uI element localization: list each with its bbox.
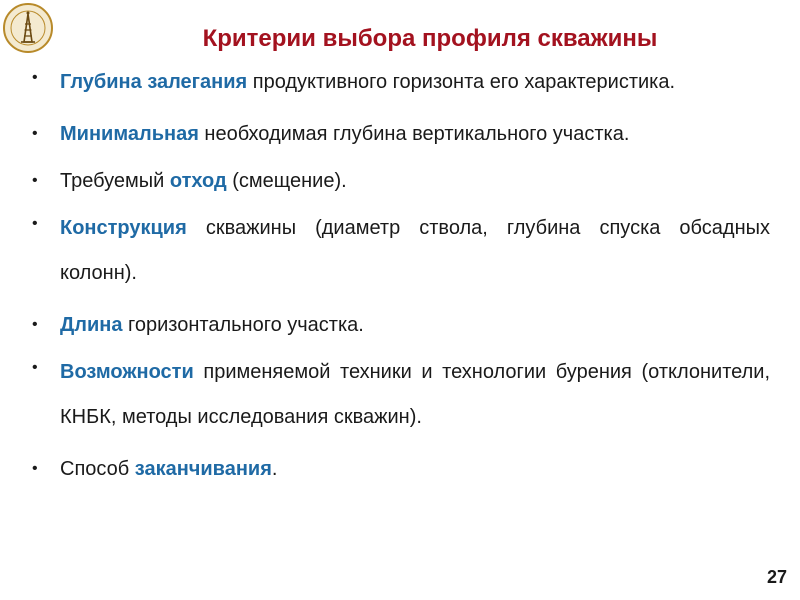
list-item-text [60, 361, 770, 428]
list-item [30, 350, 770, 440]
highlight-term: Конструкция [60, 217, 187, 239]
page-number: 27 [766, 567, 787, 587]
bullet-dot-icon: • [32, 359, 38, 376]
bullet-dot-icon: • [32, 316, 38, 333]
bullet-dot-icon: • [32, 460, 38, 477]
list-item [30, 60, 770, 105]
list-item-prefix: Требуемый [60, 170, 170, 192]
bullet-dot-icon: • [32, 69, 38, 86]
list-item-rest: . [271, 458, 278, 480]
list-item-text [60, 170, 347, 192]
highlight-term: Возможности [60, 361, 194, 383]
list-item-prefix: Способ [60, 458, 135, 480]
university-seal-icon [2, 2, 54, 54]
list-item-text [60, 458, 277, 480]
list-item-text [60, 123, 629, 145]
list-item-rest: скважины (диаметр ствола, глубина спуска обсадных колонн). [60, 217, 770, 284]
list-item-text [60, 314, 364, 336]
list-item-rest: применяемой техники и технологии бурения (отклонители, КНБК, методы исследования скважин). [60, 361, 770, 428]
list-item [30, 206, 770, 296]
list-item [30, 451, 770, 487]
criteria-list [30, 64, 770, 498]
list-item-rest: (смещение). [226, 170, 347, 192]
highlight-term: Минимальная [60, 123, 199, 145]
highlight-term: заканчивания [134, 458, 272, 480]
list-item-text [60, 71, 675, 93]
highlight-term: отход [169, 170, 227, 192]
list-item-rest: необходимая глубина вертикального участка. [198, 123, 630, 145]
highlight-term: Длина [60, 314, 123, 336]
list-item-text [60, 217, 770, 284]
highlight-term: Глубина залегания [60, 71, 248, 93]
slide-title: Критерии выбора профиля скважины [202, 25, 658, 52]
list-item [30, 307, 770, 343]
list-item [30, 116, 770, 152]
bullet-dot-icon: • [32, 125, 38, 142]
list-item-rest: горизонтального участка. [122, 314, 364, 336]
list-item [30, 163, 770, 199]
list-item-rest: продуктивного горизонта его характеристика. [247, 71, 676, 93]
bullet-dot-icon: • [32, 215, 38, 232]
bullet-dot-icon: • [32, 172, 38, 189]
